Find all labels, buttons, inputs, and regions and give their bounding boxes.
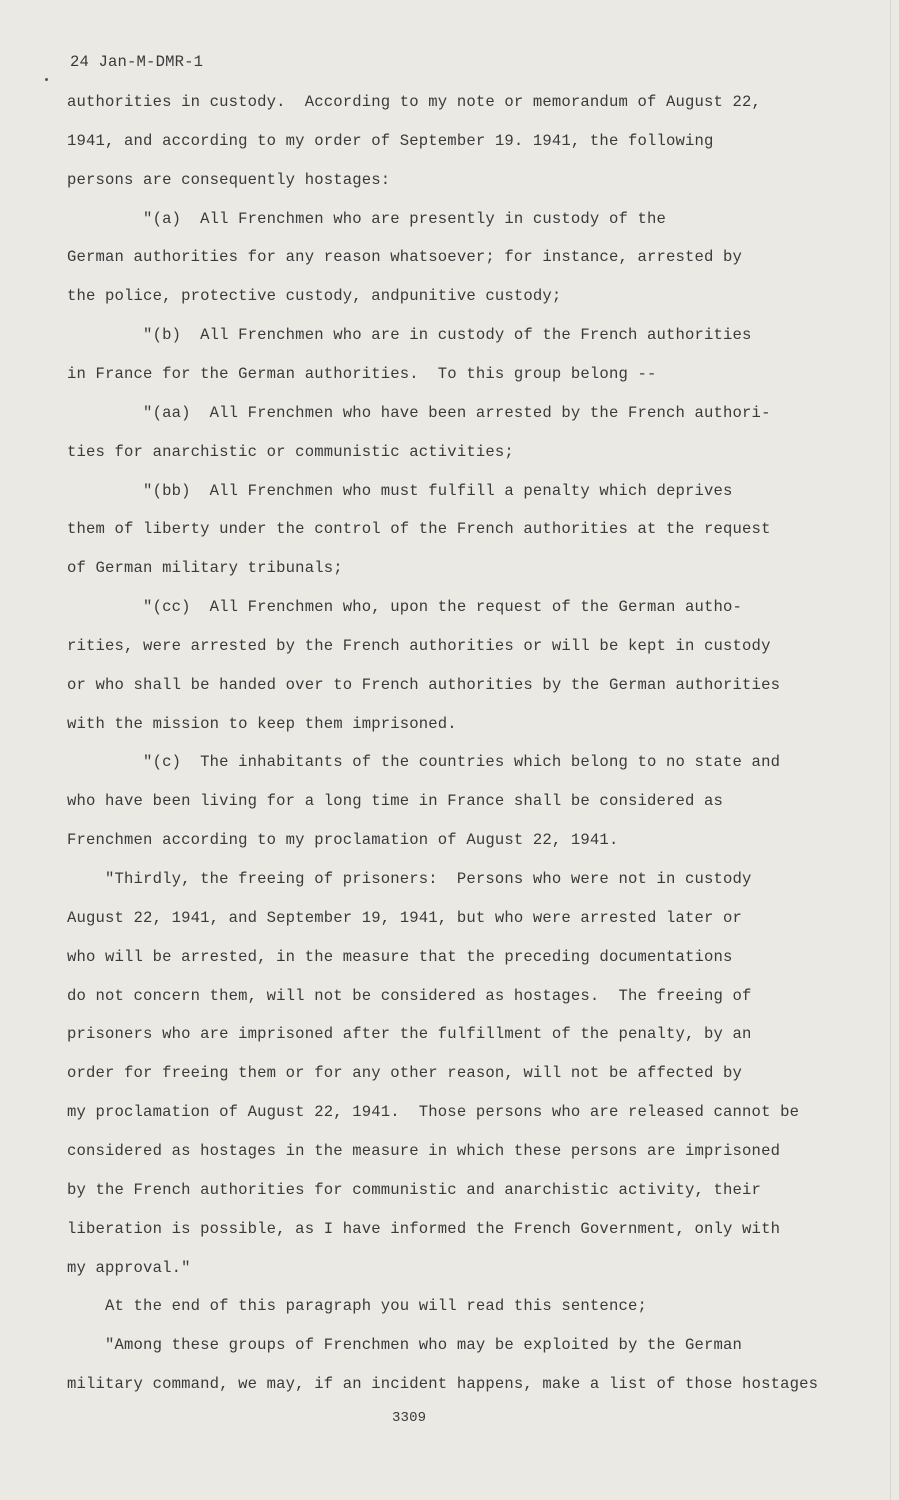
text-line: who will be arrested, in the measure that the preceding documentations — [67, 947, 733, 966]
text-line: by the French authorities for communistic and anarchistic activity, their — [67, 1180, 762, 1199]
text-line: Frenchmen according to my proclamation of August 22, 1941. — [67, 831, 619, 850]
page-number: 3309 — [392, 1410, 427, 1426]
text-line: military command, we may, if an incident happens, make a list of those hostages — [67, 1375, 819, 1394]
text-line: "Among these groups of Frenchmen who may be exploited by the German — [67, 1336, 743, 1355]
text-line: authorities in custody. According to my note or memorandum of August 22, — [67, 93, 762, 111]
text-line: rities, were arrested by the French authorities or will be kept in custody — [67, 636, 771, 655]
text-line: the police, protective custody, andpunitive custody; — [67, 287, 562, 306]
text-line: order for freeing them or for any other reason, will not be affected by — [67, 1064, 743, 1083]
text-line: "(bb) All Frenchmen who must fulfill a penalty which deprives — [67, 481, 733, 500]
text-line: of German military tribunals; — [67, 559, 343, 578]
text-line: ties for anarchistic or communistic activities; — [67, 442, 514, 461]
document-reference: 24 Jan-M-DMR-1 — [70, 53, 204, 71]
margin-mark — [45, 78, 48, 81]
text-line: persons are consequently hostages: — [67, 170, 391, 189]
text-line: do not concern them, will not be considered as hostages. The freeing of — [67, 986, 752, 1005]
text-line: "(c) The inhabitants of the countries which belong to no state and — [67, 753, 781, 772]
text-line: "(cc) All Frenchmen who, upon the request of the German autho- — [67, 598, 743, 617]
text-line: or who shall be handed over to French authorities by the German authorities — [67, 675, 781, 694]
page-edge — [890, 0, 891, 1500]
text-line: liberation is possible, as I have informed the French Government, only with — [67, 1219, 781, 1238]
text-line: prisoners who are imprisoned after the fulfillment of the penalty, by an — [67, 1025, 752, 1044]
text-line: "(aa) All Frenchmen who have been arrested by the French authori- — [67, 403, 771, 422]
text-line: "(b) All Frenchmen who are in custody of the French authorities — [67, 326, 752, 345]
text-line: "(a) All Frenchmen who are presently in custody of the — [67, 209, 666, 228]
text-line: August 22, 1941, and September 19, 1941, but who were arrested later or — [67, 908, 743, 927]
text-line: my proclamation of August 22, 1941. Those persons who are released cannot be — [67, 1103, 800, 1122]
text-line: my approval." — [67, 1258, 191, 1277]
text-line: in France for the German authorities. To this group belong -- — [67, 364, 657, 383]
text-line: with the mission to keep them imprisoned. — [67, 714, 457, 733]
text-line: German authorities for any reason whatsoever; for instance, arrested by — [67, 248, 743, 267]
text-line: them of liberty under the control of the French authorities at the request — [67, 520, 771, 539]
text-line: who have been living for a long time in France shall be considered as — [67, 792, 724, 811]
text-line: considered as hostages in the measure in which these persons are imprisoned — [67, 1141, 781, 1160]
text-line: 1941, and according to my order of September 19. 1941, the following — [67, 131, 714, 150]
text-line: "Thirdly, the freeing of prisoners: Persons who were not in custody — [67, 870, 752, 888]
text-line: At the end of this paragraph you will read this sentence; — [67, 1297, 647, 1316]
